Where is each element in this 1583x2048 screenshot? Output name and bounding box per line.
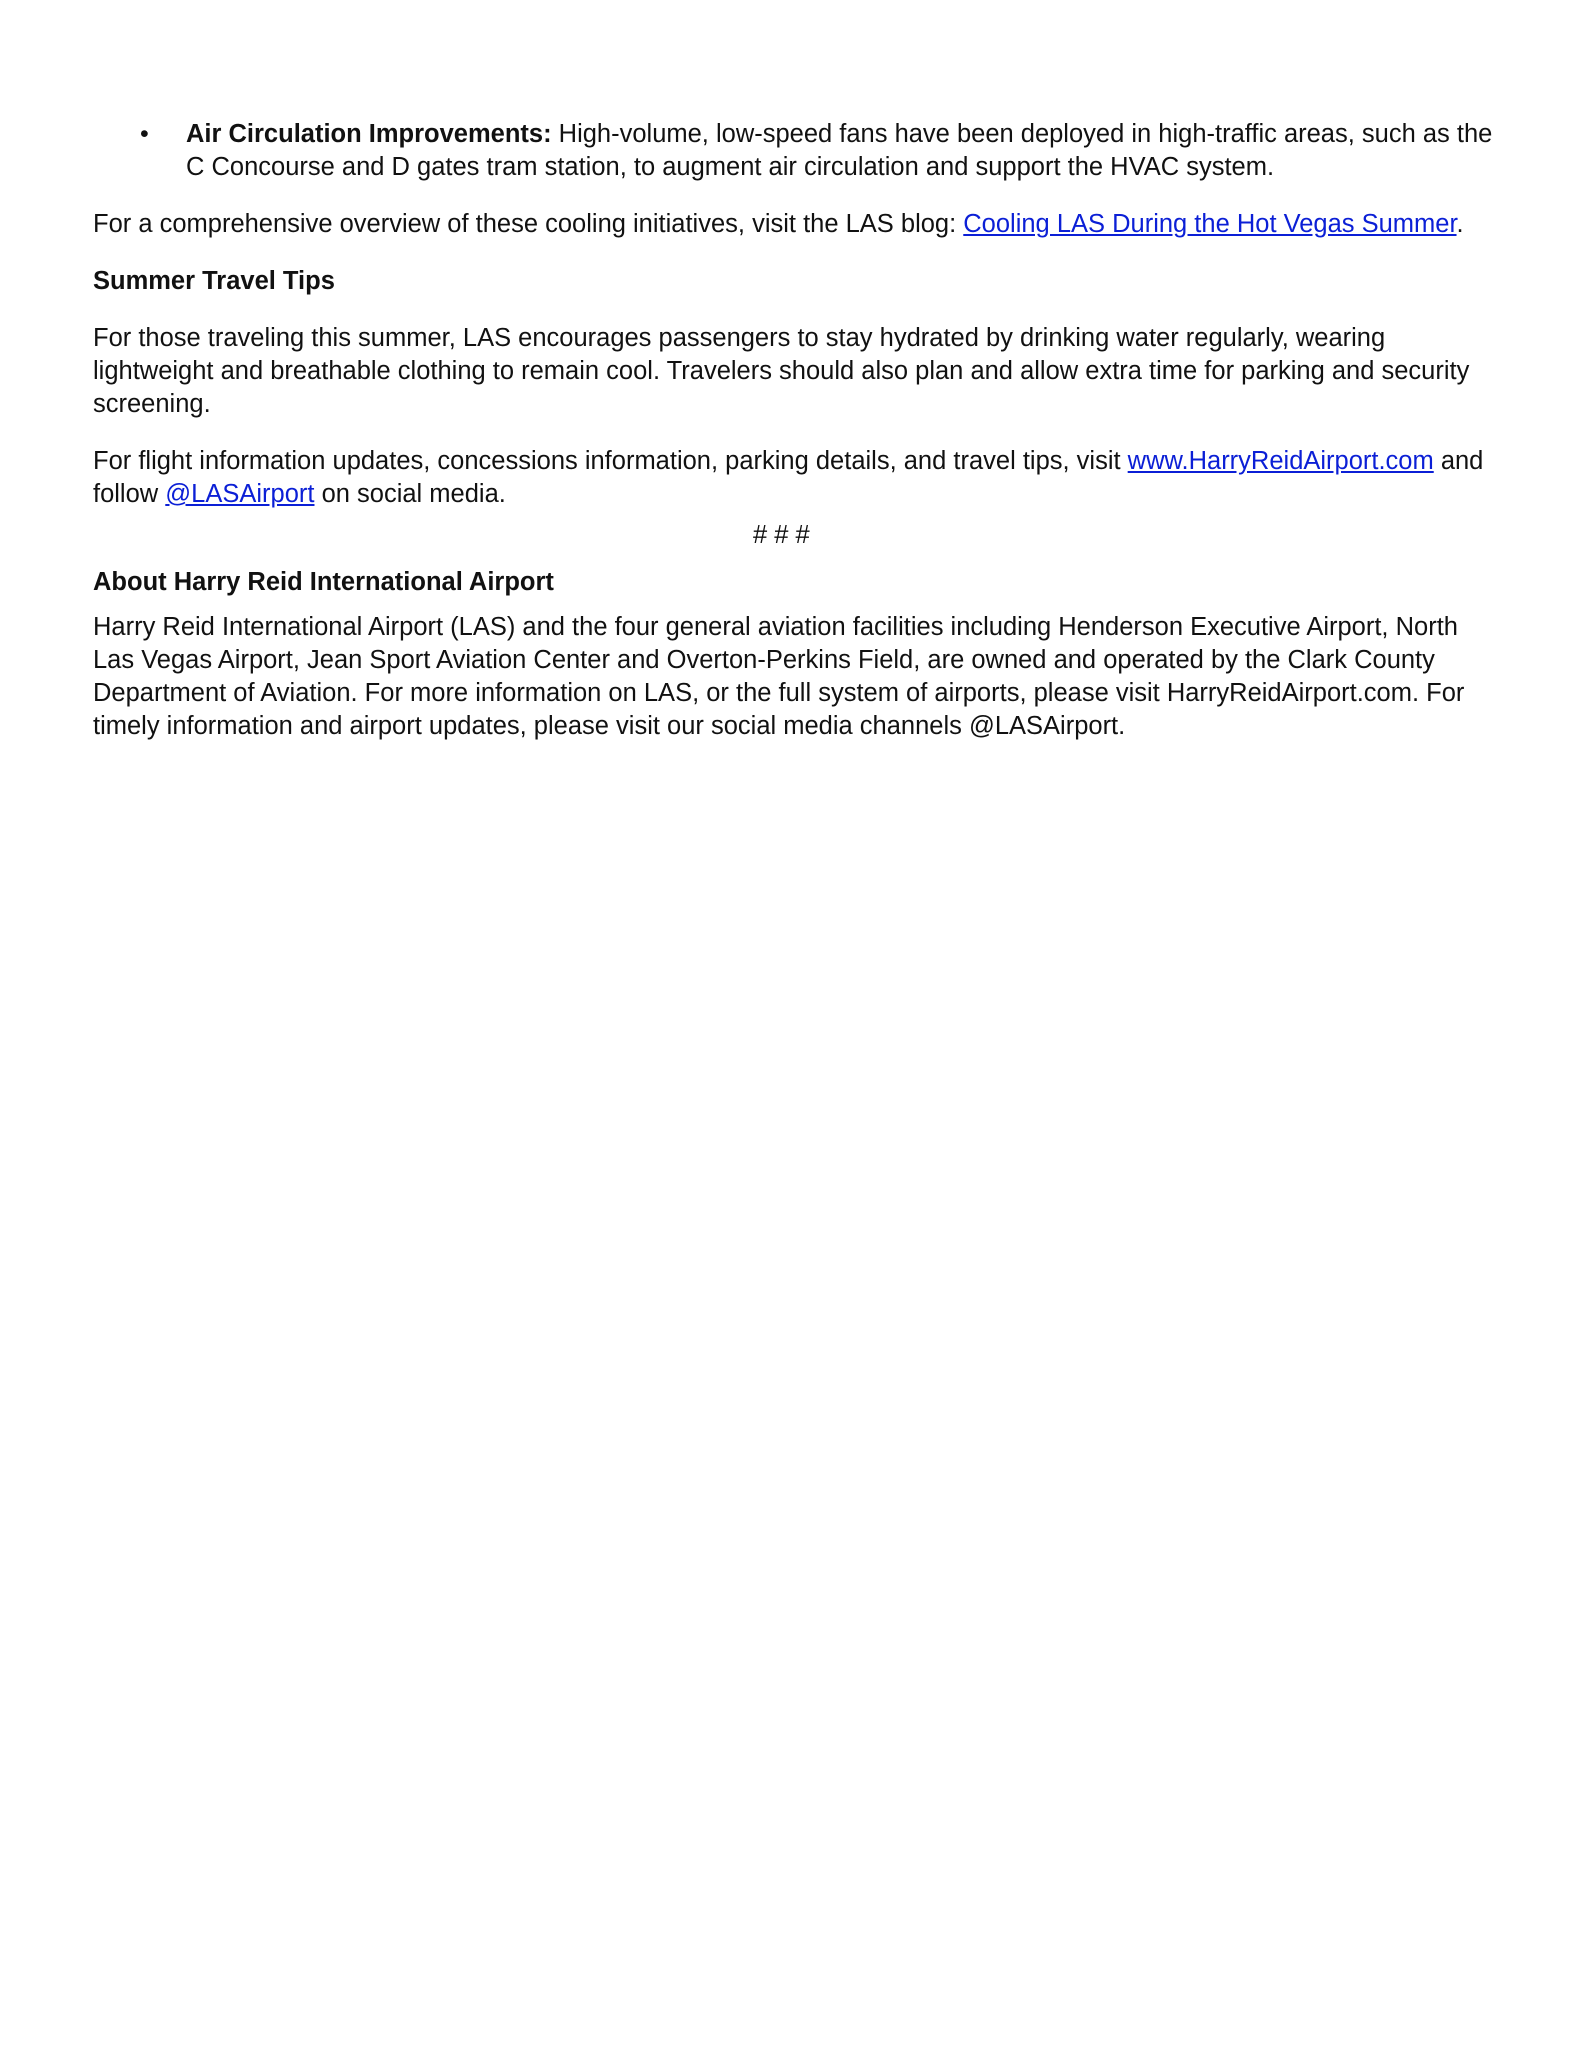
bullet-label: Air Circulation Improvements: <box>186 120 552 148</box>
about-paragraph: Harry Reid International Airport (LAS) and the four general aviation facilities including Henderson Executive Airport, North Las Vegas Airport, Jean Sport Aviation Center and Overton-Perkins Field, are owned and operated by the Clark County Department of Aviation. For more information on LAS, or the full system of airports, please visit HarryReidAirport.com. For timely information and airport updates, please visit our social media channels @LASAirport. <box>93 613 1465 740</box>
blog-link[interactable]: Cooling LAS During the Hot Vegas Summer <box>963 210 1457 238</box>
bullet-marker: • <box>140 120 149 148</box>
end-marker: # # # <box>753 521 810 549</box>
bullet-text: High-volume, low-speed fans have been deployed in high-traffic areas, such as the C Concourse and D gates tram station, to augment air circulation and support the HVAC system. <box>186 120 1493 181</box>
bullet-item-air-circulation <box>93 118 1493 184</box>
updates-text-middle: and follow <box>93 447 1484 508</box>
document-page <box>93 118 1493 767</box>
overview-text: For a comprehensive overview of these cooling initiatives, visit the LAS blog: <box>93 210 964 238</box>
updates-text: For flight information updates, concessions information, parking details, and travel tips, visit <box>93 447 1128 475</box>
overview-paragraph <box>93 208 1493 241</box>
overview-text-end: . <box>1456 210 1464 238</box>
website-link[interactable]: www.HarryReidAirport.com <box>1127 447 1434 475</box>
summer-tips-heading: Summer Travel Tips <box>93 267 335 295</box>
summer-tips-paragraph: For those traveling this summer, LAS encourages passengers to stay hydrated by drinking water regularly, wearing lightweight and breathable clothing to remain cool. Travelers should also plan and allow extra time for parking and security screening. <box>93 324 1470 418</box>
updates-text-end: on social media. <box>314 480 506 508</box>
updates-paragraph <box>93 445 1493 511</box>
about-heading: About Harry Reid International Airport <box>93 568 554 596</box>
social-link[interactable]: @LASAirport <box>165 480 315 508</box>
